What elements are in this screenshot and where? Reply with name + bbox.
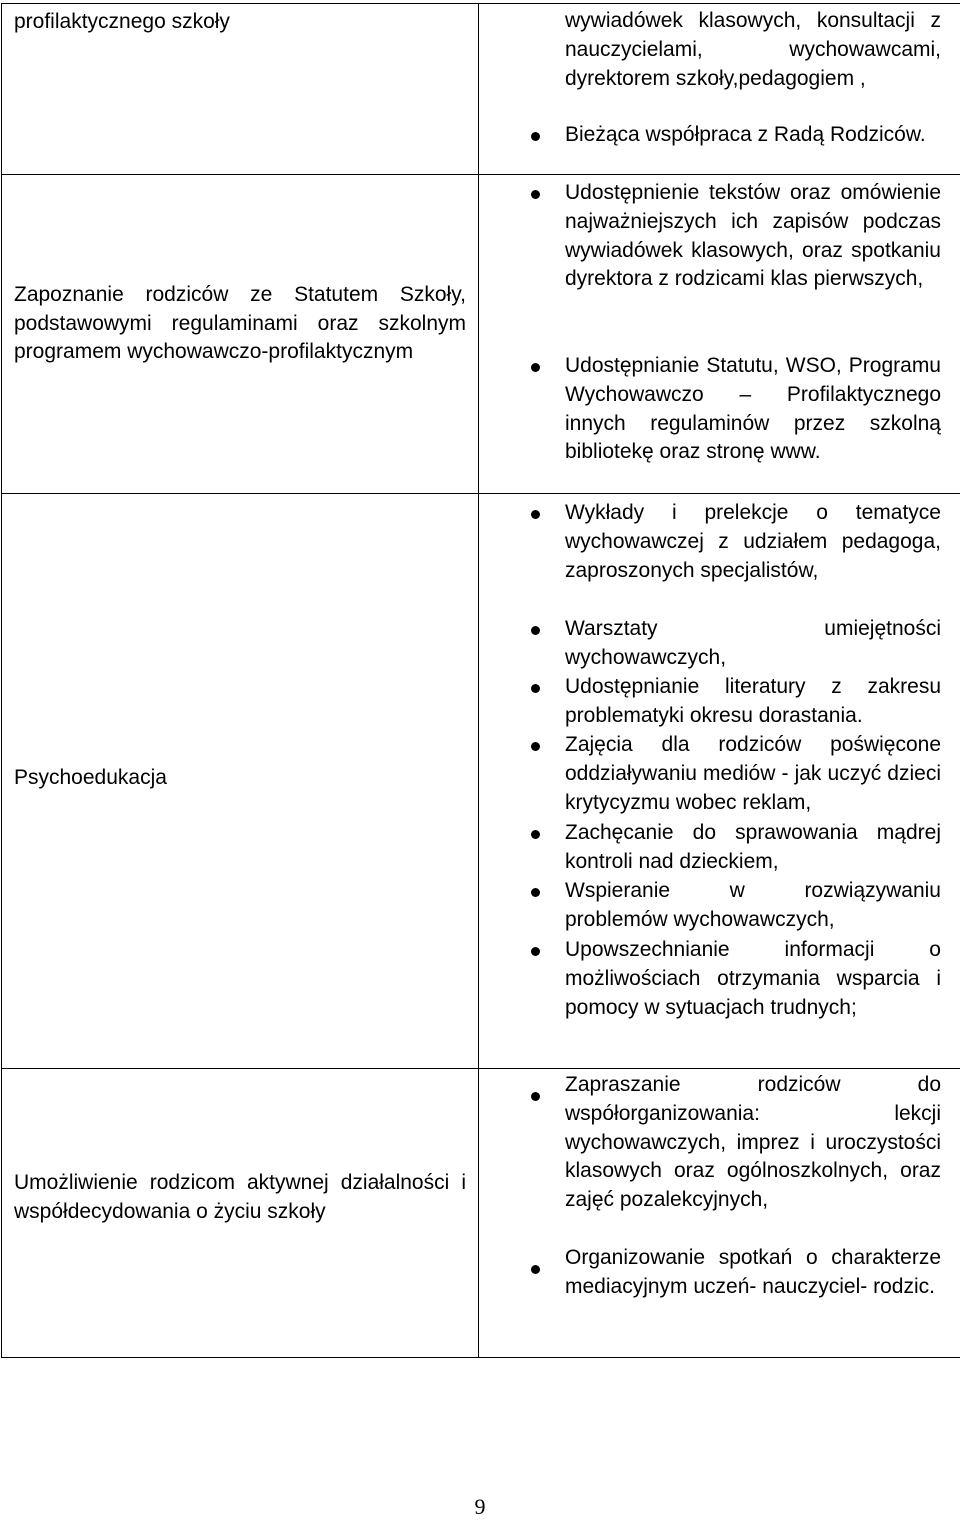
table-row bbox=[2, 175, 960, 494]
cell-text: Zapoznanie rodziców ze Statutem Szkoły, podstawowymi regulaminami oraz szkolnym programem wychowawczo-profilaktycznym bbox=[14, 281, 466, 367]
left-cell bbox=[2, 1069, 479, 1358]
list-item: Wspieranie w rozwiązywaniu problemów wychowawczych, bbox=[565, 877, 941, 935]
cell-text: Psychoedukacja bbox=[14, 764, 466, 793]
bullet-icon bbox=[531, 1265, 540, 1274]
page-number: 9 bbox=[0, 1494, 960, 1520]
bullet-icon bbox=[531, 742, 540, 751]
bullet-icon bbox=[531, 363, 540, 372]
bullet-icon bbox=[531, 830, 540, 839]
list-item: Zapraszanie rodziców do współorganizowania: lekcji wychowawczych, imprez i uroczystości klasowych oraz ogólnoszkolnych, oraz zajęć pozalekcyjnych, bbox=[565, 1071, 941, 1215]
bullet-icon bbox=[531, 626, 540, 635]
list-item: Zajęcia dla rodziców poświęcone oddziaływaniu mediów - jak uczyć dzieci krytycyzmu wobec reklam, bbox=[565, 731, 941, 817]
table-row bbox=[2, 494, 960, 1069]
continued-text: wywiadówek klasowych, konsultacji z nauczycielami, wychowawcami, dyrektorem szkoły,pedagogiem , bbox=[565, 7, 941, 93]
content-table bbox=[1, 3, 960, 1358]
list-item: Warsztaty umiejętności wychowawczych, bbox=[565, 615, 941, 673]
right-cell bbox=[479, 1069, 960, 1358]
bullet-icon bbox=[531, 888, 540, 897]
list-item: Upowszechnianie informacji o możliwościach otrzymania wsparcia i pomocy w sytuacjach trudnych; bbox=[565, 936, 941, 1022]
cell-text: profilaktycznego szkoły bbox=[14, 8, 466, 37]
list-item: Wykłady i prelekcje o tematyce wychowawczej z udziałem pedagoga, zaproszonych specjalistów, bbox=[565, 499, 941, 585]
table-row bbox=[2, 4, 960, 175]
cell-text: Umożliwienie rodzicom aktywnej działalności i współdecydowania o życiu szkoły bbox=[14, 1169, 466, 1226]
bullet-icon bbox=[531, 510, 540, 519]
table-row bbox=[2, 1069, 960, 1358]
left-cell bbox=[2, 4, 479, 175]
right-cell bbox=[479, 175, 960, 494]
list-item: Udostępnienie tekstów oraz omówienie najważniejszych ich zapisów podczas wywiadówek klasowych, oraz spotkaniu dyrektora z rodzicami klas pierwszych, bbox=[565, 179, 941, 294]
list-item: Organizowanie spotkań o charakterze mediacyjnym uczeń- nauczyciel- rodzic. bbox=[565, 1244, 941, 1302]
list-item: Udostępnianie literatury z zakresu problematyki okresu dorastania. bbox=[565, 673, 941, 731]
bullet-icon bbox=[531, 1092, 540, 1101]
left-cell bbox=[2, 175, 479, 494]
list-item: Zachęcanie do sprawowania mądrej kontroli nad dzieckiem, bbox=[565, 819, 941, 877]
list-item: Bieżąca współpraca z Radą Rodziców. bbox=[565, 121, 941, 150]
bullet-icon bbox=[531, 947, 540, 956]
left-cell bbox=[2, 494, 479, 1069]
bullet-icon bbox=[531, 684, 540, 693]
right-cell bbox=[479, 4, 960, 175]
right-cell bbox=[479, 494, 960, 1069]
bullet-icon bbox=[531, 190, 540, 199]
bullet-icon bbox=[531, 132, 540, 141]
list-item: Udostępnianie Statutu, WSO, Programu Wychowawczo – Profilaktycznego innych regulaminów przez szkolną bibliotekę oraz stronę www. bbox=[565, 352, 941, 467]
